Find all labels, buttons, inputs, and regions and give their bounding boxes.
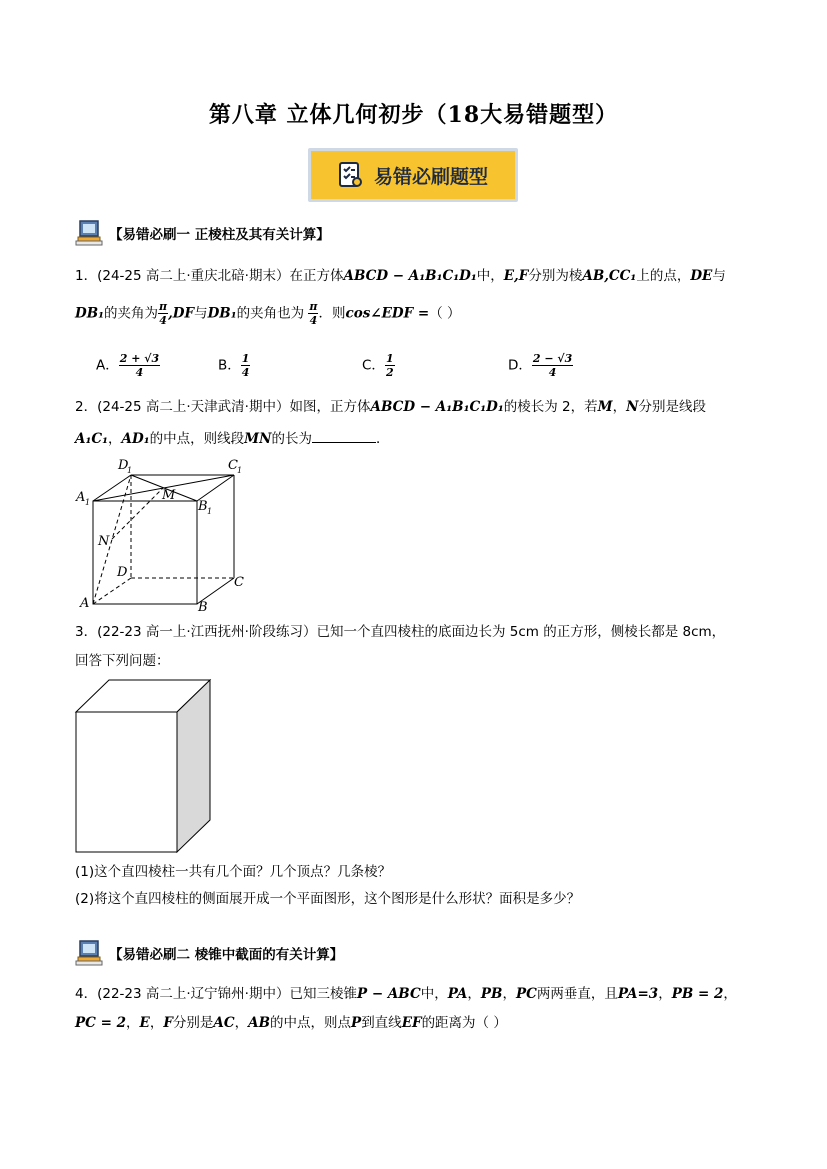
question-4-line-1: 4．(22-23 高二上·辽宁锦州·期中）已知三棱锥P − ABC中，PA，PB，PC两两垂直，且PA=3，PB = 2， — [75, 986, 737, 1002]
label-b: B — [198, 600, 208, 615]
label-a1: A — [76, 490, 86, 505]
cube-figure — [72, 455, 252, 615]
type-badge — [308, 148, 518, 202]
question-3-line-1: 3．(22-23 高一上·江西抚州·阶段练习）已知一个直四棱柱的底面边长为 5cm 的正方形，侧棱长都是 8cm， — [75, 624, 726, 640]
label-d1: D — [118, 458, 129, 473]
section-title: 【易错必刷一 正棱柱及其有关计算】 — [109, 227, 330, 243]
label-n: N — [98, 534, 110, 549]
option-c[interactable]: C． $\frac{1}{2}$ — [362, 352, 394, 379]
option-d[interactable]: D． $\frac{2 - √3}{4}$ — [508, 352, 573, 379]
computer-icon — [75, 219, 105, 247]
answer-blank[interactable] — [312, 428, 376, 443]
option-a[interactable]: A． $\frac{2 + √3}{4}$ — [96, 352, 160, 379]
label-a: A — [80, 596, 90, 611]
prism-figure — [74, 678, 214, 854]
section-title: 【易错必刷二 棱锥中截面的有关计算】 — [109, 947, 344, 963]
page-title: 第八章 立体几何初步（18大易错题型） — [208, 102, 619, 128]
checklist-icon — [338, 161, 364, 189]
label-c1: C — [228, 458, 238, 473]
option-b[interactable]: B． $\frac{1}{4}$ — [218, 352, 250, 379]
question-1-line-1: 1．(24-25 高二上·重庆北碚·期末）在正方体ABCD − A₁B₁C₁D₁中，E,F分别为棱AB,CC₁上的点，DE与 — [75, 268, 726, 284]
section-header-2 — [75, 938, 343, 968]
question-1-line-2: DB₁的夹角为 $\frac{\pi}{4}$ ,DF与DB₁的夹角也为 $\frac{\pi}{4}$ ．则cos∠EDF =（ ） — [75, 300, 461, 327]
label-c: C — [234, 575, 244, 590]
question-3-line-2: 回答下列问题： — [75, 653, 170, 669]
svg-text:1: 1 — [85, 498, 91, 507]
question-4-line-2: PC = 2，E，F分别是AC，AB的中点，则点P到直线EF的距离为（ ） — [75, 1015, 507, 1031]
question-3-part-1: (1)这个直四棱柱一共有几个面？几个顶点？几条棱？ — [75, 864, 392, 880]
badge-label: 易错必刷题型 — [373, 165, 488, 188]
label-b1: B — [198, 499, 208, 514]
computer-icon — [75, 939, 105, 967]
svg-text:1: 1 — [237, 466, 243, 475]
label-m: M — [162, 488, 176, 503]
section-header-1 — [75, 218, 330, 248]
question-2-line-1: 2．(24-25 高二上·天津武清·期中）如图，正方体ABCD − A₁B₁C₁D₁的棱长为 2，若M，N分别是线段 — [75, 399, 706, 415]
label-d: D — [117, 565, 128, 580]
svg-text:1: 1 — [207, 507, 213, 516]
question-3-part-2: (2)将这个直四棱柱的侧面展开成一个平面图形，这个图形是什么形状？面积是多少？ — [75, 891, 581, 907]
svg-text:1: 1 — [127, 466, 133, 475]
question-2-line-2: A₁C₁，AD₁的中点，则线段MN的长为 ． — [75, 428, 389, 449]
